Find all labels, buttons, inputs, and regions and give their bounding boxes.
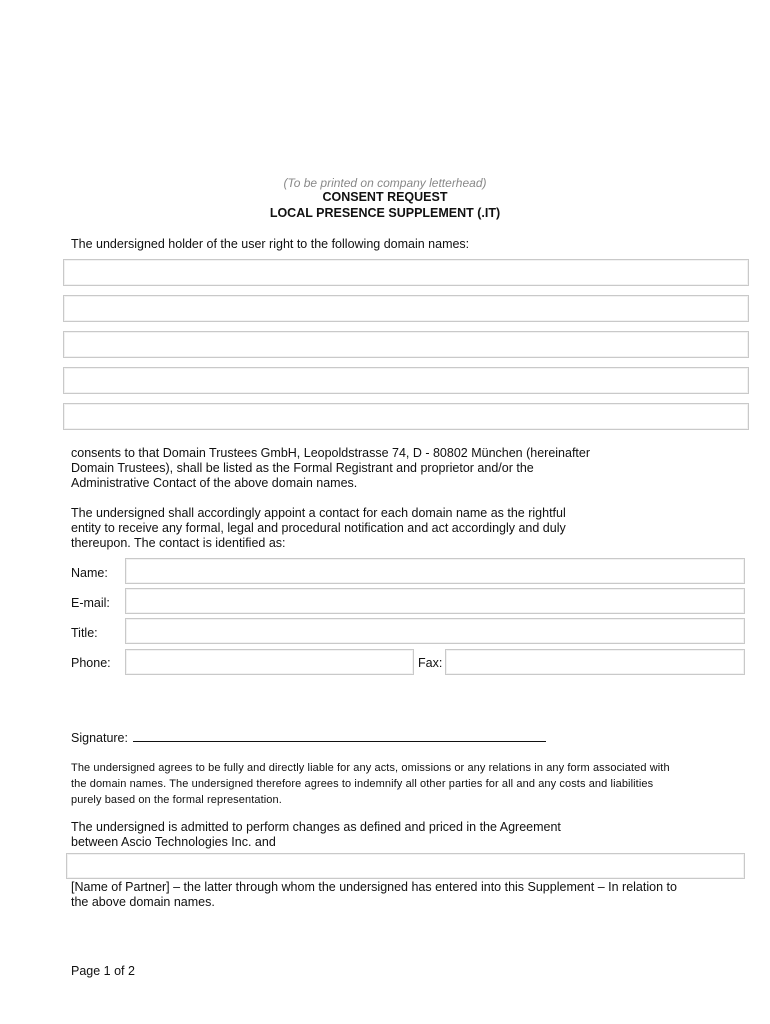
phone-label: Phone:: [71, 656, 111, 670]
contact-title-field[interactable]: [125, 618, 745, 644]
appoint-paragraph: The undersigned shall accordingly appoint a contact for each domain name as the rightful entity to receive any formal, legal and procedural notification and act accordingly and duly thereupon. The contact is identified as:: [71, 506, 566, 550]
domain-name-field-2[interactable]: [63, 295, 749, 322]
domain-name-field-5[interactable]: [63, 403, 749, 430]
domain-name-field-4[interactable]: [63, 367, 749, 394]
admitted-paragraph: The undersigned is admitted to perform changes as defined and priced in the Agreement between Ascio Technologies Inc. and: [71, 820, 561, 849]
signature-label: Signature:: [71, 731, 128, 745]
letterhead-note: (To be printed on company letterhead): [283, 176, 487, 190]
contact-email-field[interactable]: [125, 588, 745, 614]
title-label: Title:: [71, 626, 98, 640]
liability-paragraph: The undersigned agrees to be fully and directly liable for any acts, omissions or any relations in any form associated with the domain names. The undersigned therefore agrees to indemnify all other parties for all and any costs and liabilities purely based on the formal representation.: [71, 762, 670, 806]
document-subtitle: LOCAL PRESENCE SUPPLEMENT (.IT): [269, 206, 501, 220]
contact-fax-field[interactable]: [445, 649, 745, 675]
signature-line[interactable]: [133, 741, 546, 742]
document-title: CONSENT REQUEST: [322, 190, 448, 204]
consent-paragraph: consents to that Domain Trustees GmbH, Leopoldstrasse 74, D - 80802 München (hereinafter Domain Trustees), shall be listed as the Formal Registrant and proprietor and/or the Administrative Contact of the above domain names.: [71, 446, 591, 490]
domain-name-field-3[interactable]: [63, 331, 749, 358]
intro-text: The undersigned holder of the user right to the following domain names:: [71, 237, 470, 251]
email-label: E-mail:: [71, 596, 110, 610]
contact-phone-field[interactable]: [125, 649, 414, 675]
partner-name-field[interactable]: [66, 853, 745, 879]
contact-name-field[interactable]: [125, 558, 745, 584]
fax-label: Fax:: [418, 656, 443, 670]
name-label: Name:: [71, 566, 108, 580]
partner-paragraph: [Name of Partner] – the latter through whom the undersigned has entered into this Supplement – In relation to the above domain names.: [71, 880, 677, 909]
page-number: Page 1 of 2: [71, 964, 135, 978]
domain-name-field-1[interactable]: [63, 259, 749, 286]
